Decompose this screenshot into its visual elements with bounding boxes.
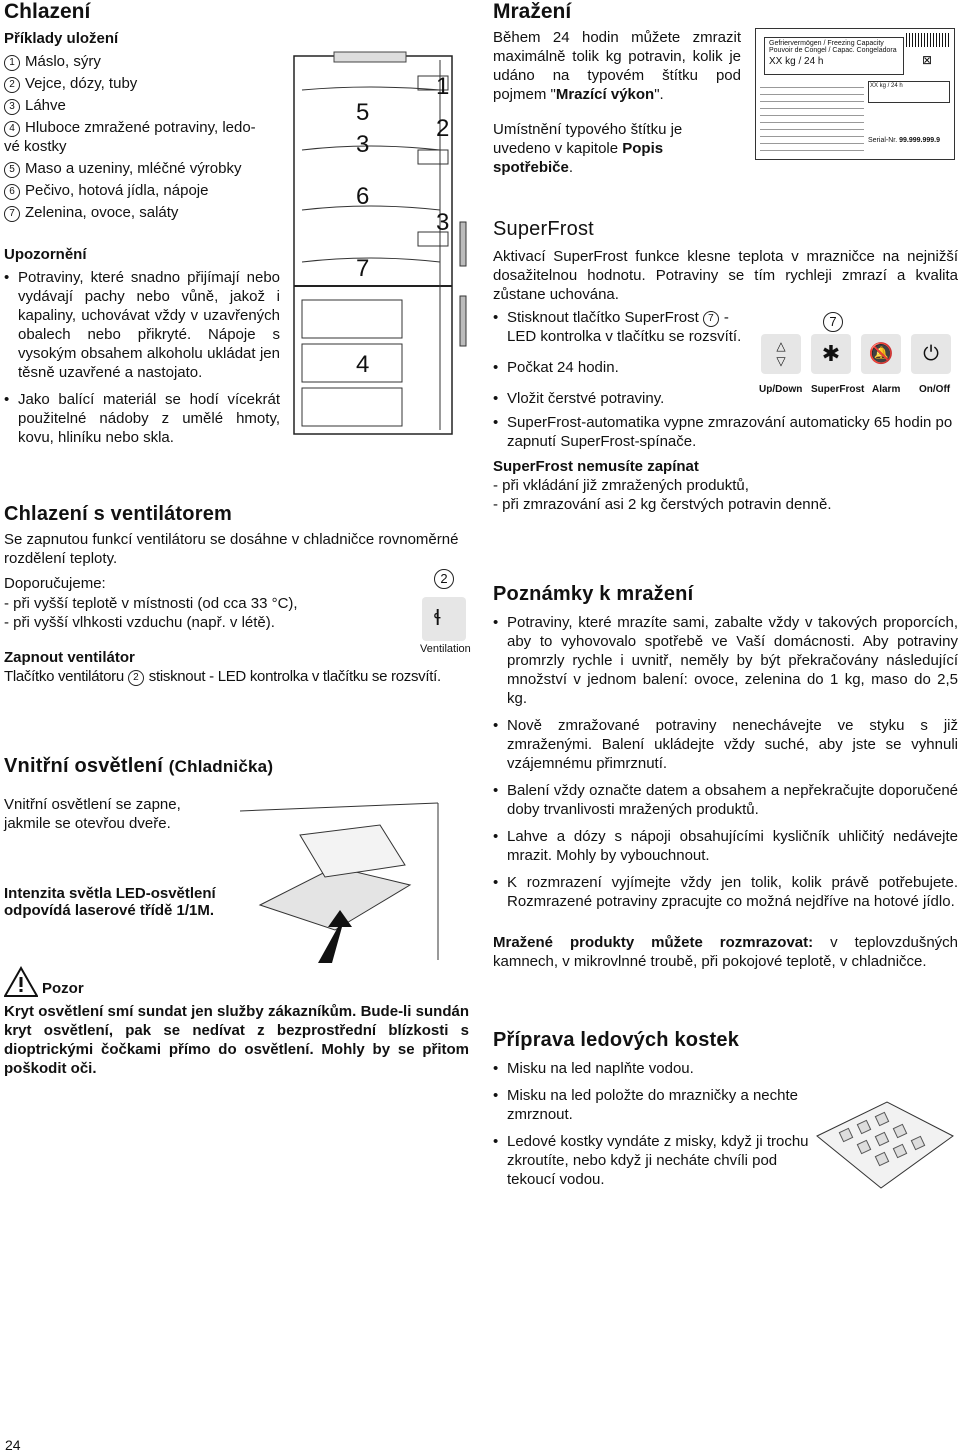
exclamation-bar [20,977,23,987]
recommend-item: - při vyšší teplotě v místnosti (od cca 33 °C), [4,595,298,612]
interior-light-heading: Vnitřní osvětlení (Chladnička) [4,755,274,777]
fan-on-heading: Zapnout ventilátor [4,649,135,666]
superfrost-step: • Vložit čerstvé potraviny. [493,389,755,408]
note-item: • Lahve a dózy s nápoji obsahujícími kysličník uhličitý nedávejte mrazit. Mohly by vybouchnout. [493,827,958,865]
rating-table [760,81,864,151]
recommend-item: - při vyšší vlhkosti vzduchu (např. v létě). [4,614,275,631]
thawing-text: Mražené produkty můžete rozmrazovat: v teplovzdušných kamnech, v mikrovlnné troubě, při pokojové teplotě, v chladničce. [493,934,958,970]
recommend-label: Doporučujeme: [4,575,106,592]
panel-label-onoff: On/Off [919,384,951,395]
storage-item: 4 Hluboce zmražené potraviny, ledo- [4,118,294,137]
panel-label-superfrost: SuperFrost [811,384,865,395]
storage-heading: Příklady uložení [4,30,119,47]
door-handle [460,222,466,266]
warning-item: • Jako balící materiál se hodí vícekrát použitelné nádoby z umělé hmoty, kovu, hliníku nebo skla. [4,390,280,447]
ice-cubes-list [493,1059,811,1197]
note-item: • Balení vždy označte datem a obsahem a nepřekračujte doporučené doby trvanlivosti mražených produktů. [493,781,958,819]
light-housing [300,825,405,877]
rating-plate [755,28,955,160]
on-off-button[interactable] [911,334,951,374]
fan-icon: ɬ [434,605,441,630]
capacity-box: Gefriervermögen / Freezing Capacity Pouvoir de Congel / Capac. Congeladora XX kg / 24 h [764,37,904,75]
panel-label-alarm: Alarm [872,384,901,395]
no-superfrost-heading: SuperFrost nemusíte zapínat [493,458,699,475]
barcode [906,33,950,47]
control-panel [334,52,406,62]
storage-item: 2 Vejce, dózy, tuby [4,74,294,93]
caution-label: Pozor [42,980,84,997]
no-superfrost-item: - při vkládání již zmražených produktů, [493,477,749,494]
snowflake-icon: ✱ [821,341,841,366]
drawing-line [240,803,438,811]
caution-text: Kryt osvětlení smí sundat jen služby zákazníkům. Bude-li sundán kryt osvětlení, pak se nedívat z bezprostřední blízkosti s dioptrickými čočkami přímo do osvětlení. Mohly by se přitom poškodit oči. [4,1003,469,1077]
mini-capacity-box: XX kg / 24 h [868,81,950,103]
disposal-icon: ⊠ [922,53,933,67]
type-plate-text: Umístnění typového štítku je uvedeno v kapitole Popis spotřebiče. [493,121,683,176]
storage-item: 5 Maso a uzeniny, mléčné výrobky [4,159,294,178]
control-panel-figure [755,312,955,400]
storage-item: 7 Zelenina, ovoce, saláty [4,203,294,222]
superfrost-heading: SuperFrost [493,218,594,240]
section-title-cooling: Chlazení [4,0,91,23]
fridge-label-1: 1 [436,73,450,100]
shelf [302,258,440,262]
fridge-label-2: 2 [436,115,450,142]
ice-cubes-heading: Příprava ledových kostek [493,1029,740,1051]
shelf [302,206,440,210]
up-down-button[interactable] [761,334,801,374]
fridge-label-5: 5 [356,99,370,126]
fridge-body [294,56,452,434]
interior-light-text: Vnitřní osvětlení se zapne, jakmile se otevřou dveře. [4,796,181,832]
section-title-freezing: Mražení [493,0,572,23]
fridge-diagram [290,50,470,440]
up-arrow-icon: △ [776,339,786,353]
fridge-label-3b: 3 [356,131,370,158]
freezer-drawer [302,300,402,338]
ventilation-button-figure [412,569,474,659]
fridge-label-6: 6 [356,183,370,210]
ice-step: • Ledové kostky vyndáte z misky, když ji trochu zkroutíte, nebo když ji necháte chvíli pod tekoucí vodou. [493,1132,811,1189]
panel-label-updown: Up/Down [759,384,803,395]
alarm-button[interactable] [861,334,901,374]
ventilation-button[interactable] [422,597,466,641]
note-item: • K rozmrazení vyjímejte vždy jen tolik, kolik právě potřebujete. Rozmrazené potraviny zpracujte co možná nejdříve na hotové jídlo. [493,873,958,911]
fan-cooling-heading: Chlazení s ventilátorem [4,503,232,525]
superfrost-number: 7 [823,312,843,332]
superfrost-steps [493,308,755,416]
superfrost-text: Aktivací SuperFrost funkce klesne teplota v mrazničce na nejnižší dosažitelnou hodnotu. Potraviny se tím rychleji zmrazí a kvalita zůstane uchována. [493,248,958,303]
note-item: • Potraviny, které mrazíte sami, zabalte vždy v takových proporcích, aby to vyhovovalo spotřebě ve Vaší domácnosti. Aby potraviny promrzly rychle i uvnitř, neměly by být překračovány následující množství v jednom balení: ovoce, zelenina do 1 kg, maso do 2,5 kg. [493,613,958,708]
superfrost-step: • SuperFrost-automatika vypne zmrazování automaticky 65 hodin po zapnutí SuperFrost-spínače. [493,413,958,451]
superfrost-automatic [493,413,958,459]
note-item: • Nově zmražované potraviny nenechávejte ve styku s již zmraženými. Balení ukládejte vždy suché, aby jste se vyhnuli vzájemnému přimrznutí. [493,716,958,773]
exclamation-dot [20,989,23,992]
ventilation-number: 2 [434,569,454,589]
fridge-label-3: 3 [436,209,450,236]
storage-item: 6 Pečivo, hotová jídla, nápoje [4,181,294,200]
freeze-text: Během 24 hodin můžete zmrazit maximálně tolik kg potravin, kolik je udáno na typovém štítku pod pojmem "Mrazící výkon". [493,29,741,103]
fan-cooling-text: Se zapnutou funkcí ventilátoru se dosáhne v chladničce rovnoměrné rozdělení teploty. [4,531,459,567]
fridge-label-4: 4 [356,351,370,378]
fridge-number-labels [356,73,449,378]
storage-item: 3 Láhve [4,96,294,115]
fan-on-text: Tlačítko ventilátoru 2 stisknout - LED kontrolka v tlačítku se rozsvítí. [4,668,441,685]
warning-list [4,268,280,455]
warning-item: • Potraviny, které snadno přijímají nebo vydávají pachy nebo vůně, jakož i kapaliny, uchovávat vždy v uzavřených obalech nebo přikryté. Nápoje s vysokým obsahem alkoholu ukládat jen těsně uzavřené a nastojato. [4,268,280,382]
serial-number: Serial-Nr. 99.999.999.9 [868,137,941,144]
freezer-drawer [302,388,402,426]
ice-step: • Misku na led naplňte vodou. [493,1059,811,1078]
freezing-notes-list [493,613,958,919]
storage-list [4,52,294,222]
no-superfrost-item: - při zmrazování asi 2 kg čerstvých potravin denně. [493,496,832,513]
page-number: 24 [5,1437,21,1453]
led-class-text: Intenzita světla LED-osvětlení odpovídá laserové třídě 1/1M. [4,885,216,919]
storage-item-continued: vé kostky [4,138,67,155]
door-bin [418,150,448,164]
freezing-notes-heading: Poznámky k mražení [493,583,694,605]
ice-step: • Misku na led položte do mrazničky a nechte zmrznout. [493,1086,811,1124]
ice-tray-illustration [811,1098,957,1193]
down-arrow-icon: ▽ [776,354,786,368]
shelf [302,146,440,150]
superfrost-button[interactable] [811,334,851,374]
warning-triangle-icon [4,966,38,998]
alarm-icon: 🔕 [868,343,894,365]
superfrost-step: • Počkat 24 hodin. [493,358,755,377]
warning-heading: Upozornění [4,246,87,263]
power-icon: ⏻ [923,343,939,365]
fridge-label-7: 7 [356,255,370,282]
door-handle [460,296,466,346]
freezer-drawer [302,344,402,382]
ventilation-label: Ventilation [420,643,471,655]
superfrost-step: • Stisknout tlačítko SuperFrost 7 - LED kontrolka v tlačítku se rozsvítí. [493,308,755,346]
storage-item: 1 Máslo, sýry [4,52,294,71]
light-cover-illustration [240,795,472,980]
